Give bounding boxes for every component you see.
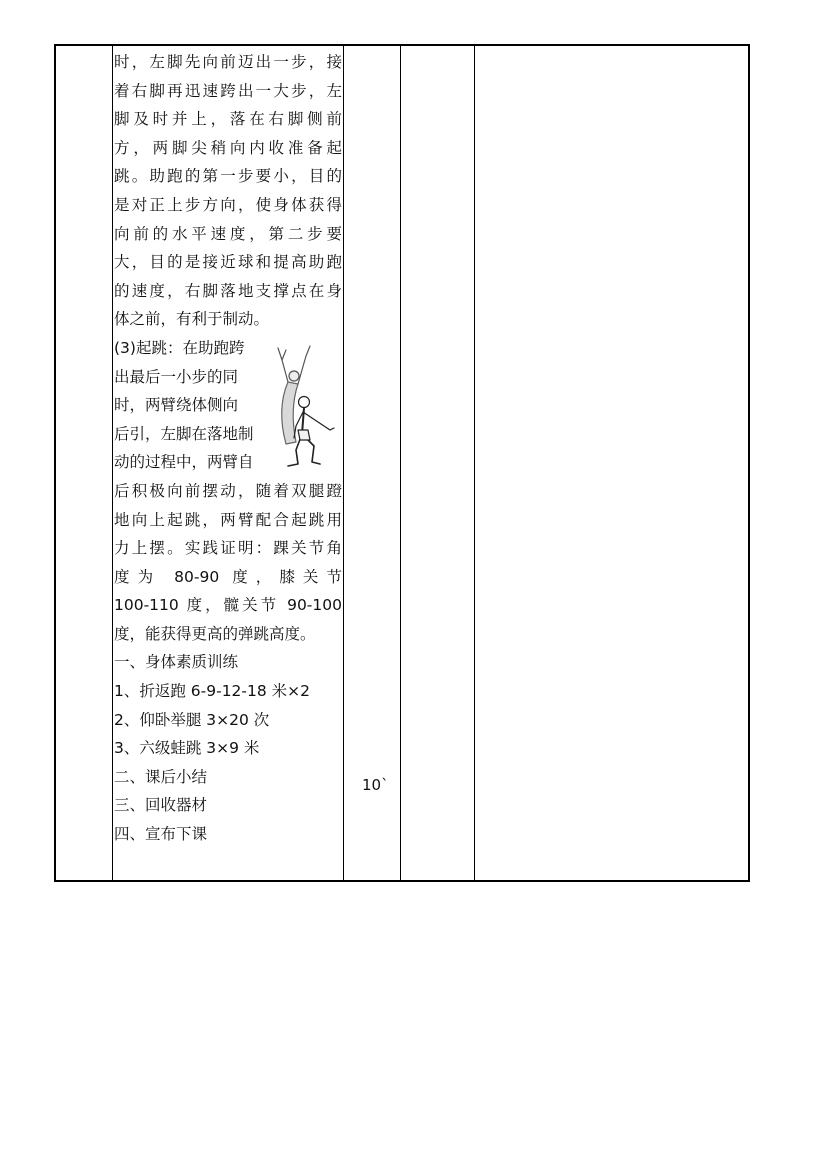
list-item: 四、宣布下课	[114, 825, 208, 844]
text-line: 时，左脚先向前迈出一步，接	[114, 53, 342, 71]
text-line: 后引，左脚在落地制	[114, 424, 254, 443]
list-item: 2、仰卧举腿 3×20 次	[114, 710, 270, 729]
text-line: 是对正上步方向，使身体获得	[114, 195, 342, 214]
jumping-athlete-illustration-icon	[274, 342, 340, 472]
text-line: 方，两脚尖稍向内收准备起	[114, 138, 342, 157]
text-line: 后积极向前摆动，随着双腿蹬	[114, 481, 342, 500]
text-line: 力上摆。实践证明：踝关节角	[114, 539, 342, 558]
text-line: 动的过程中，两臂自	[114, 453, 254, 472]
text-line: 的速度，右脚落地支撑点在身	[114, 281, 342, 300]
list-item: 3、六级蛙跳 3×9 米	[114, 739, 260, 758]
time-value: 10`	[362, 776, 389, 794]
column-divider	[343, 46, 344, 880]
text-line: 地向上起跳，两臂配合起跳用	[114, 510, 342, 529]
list-item: 1、折返跑 6-9-12-18 米×2	[114, 682, 311, 701]
list-item: 一、身体素质训练	[114, 653, 239, 672]
list-item: 二、课后小结	[114, 767, 208, 786]
text-line: 着右脚再迅速跨出一大步，左	[114, 81, 342, 100]
text-line: 度，能获得更高的弹跳高度。	[114, 624, 316, 643]
text-line: 跳。助跑的第一步要小，目的	[114, 167, 342, 186]
text-line: (3)起跳：在助跑跨	[114, 338, 245, 357]
text-line: 时，两臂绕体侧向	[114, 396, 239, 415]
column-divider	[112, 46, 113, 880]
lesson-plan-table	[54, 44, 750, 882]
text-line: 度为 80-90 度，膝关节	[114, 567, 342, 586]
text-line: 体之前，有利于制动。	[114, 310, 270, 329]
list-item: 三、回收器材	[114, 796, 208, 815]
text-line: 向前的水平速度，第二步要	[114, 224, 342, 243]
column-divider	[400, 46, 401, 880]
column-divider	[474, 46, 475, 880]
text-line: 出最后一小步的同	[114, 367, 239, 386]
text-line: 脚及时并上，落在右脚侧前	[114, 110, 342, 129]
text-line: 100-110 度，髋关节 90-100	[114, 596, 342, 615]
text-line: 大，目的是接近球和提高助跑	[114, 253, 342, 272]
